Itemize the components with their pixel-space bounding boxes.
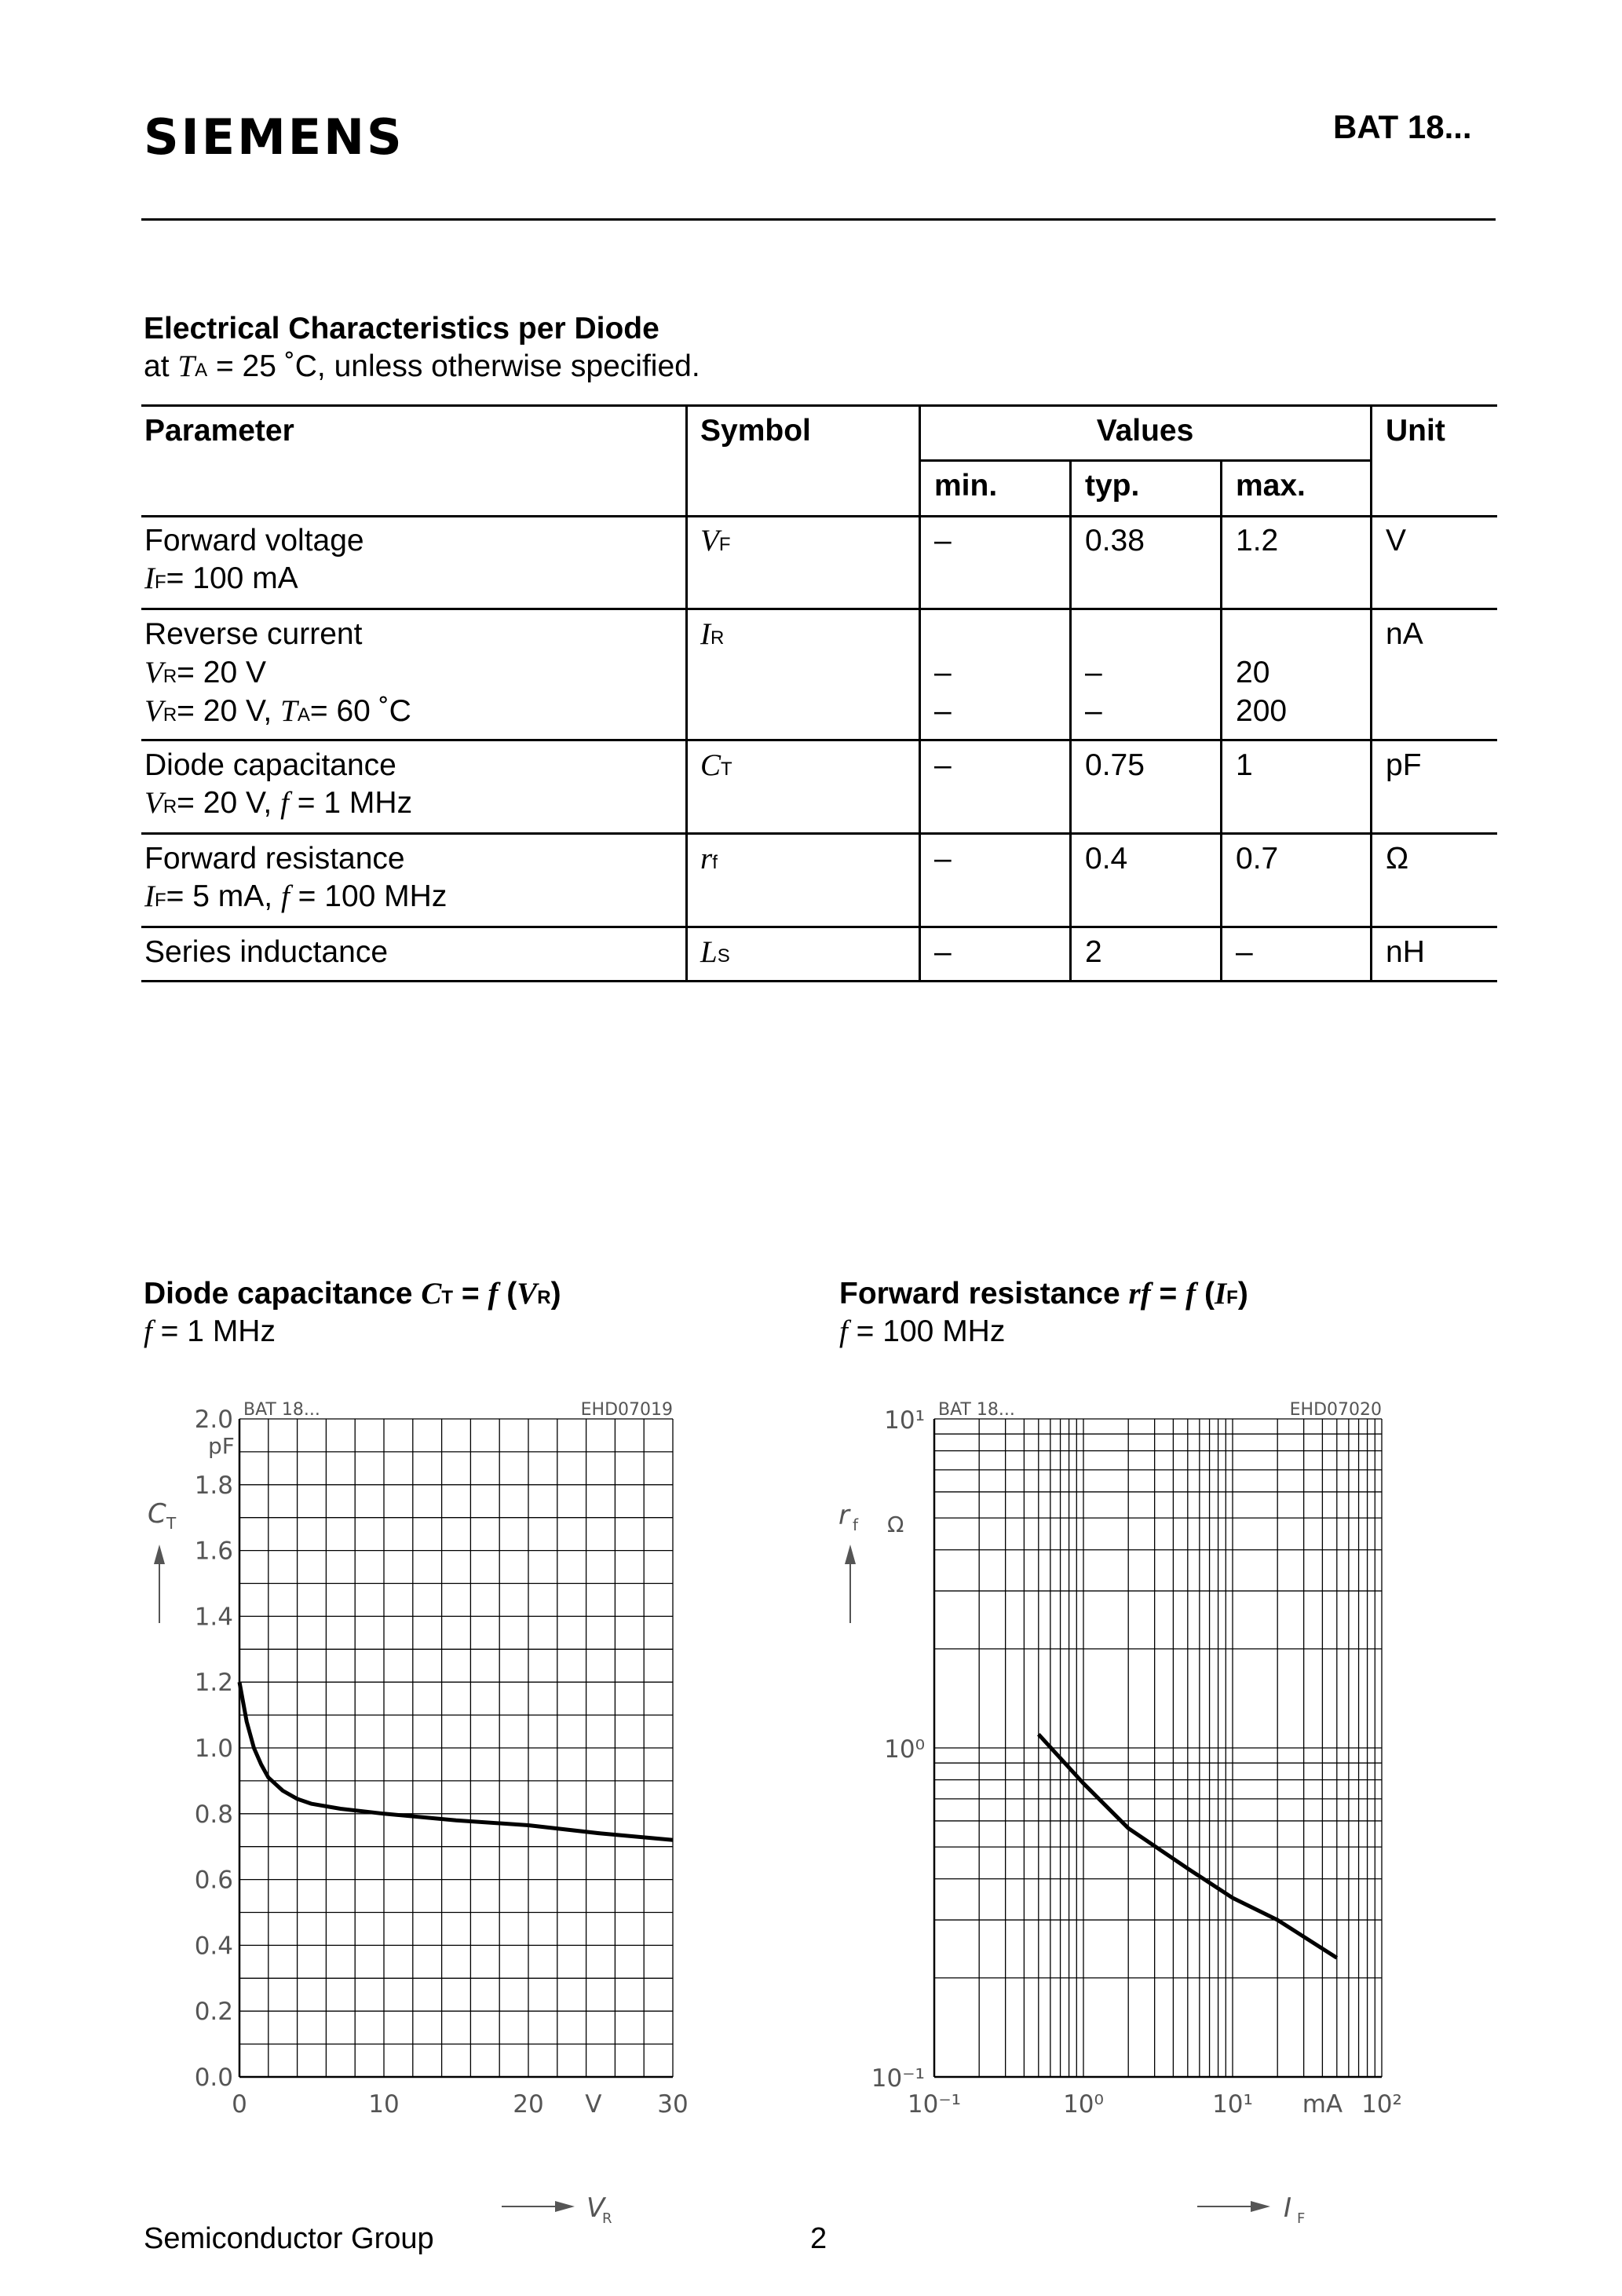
row-forward-voltage-max: 1.2	[1236, 524, 1279, 558]
x-tick-label: 20	[513, 2090, 544, 2119]
table-rule	[141, 608, 1497, 610]
part-number: BAT 18...	[1333, 108, 1472, 145]
x-axis-label: I	[1284, 2192, 1292, 2224]
header-rule	[141, 218, 1496, 221]
table-col-rule	[1069, 459, 1072, 982]
header-min: min.	[934, 469, 998, 503]
row-diode-capacitance-typ: 0.75	[1085, 748, 1145, 782]
y-axis-label: C	[148, 1498, 166, 1530]
table-rule	[141, 404, 1497, 407]
row-reverse-current-min2: –	[934, 694, 952, 728]
x-axis-label-sub: F	[1297, 2210, 1306, 2227]
row-reverse-current-min1: –	[934, 656, 952, 689]
x-tick-label: 10⁻¹	[907, 2090, 962, 2119]
y-unit-label: Ω	[887, 1512, 904, 1537]
x-axis-arrow-head	[1251, 2201, 1270, 2212]
x-tick-label: 0	[232, 2090, 247, 2119]
row-series-inductance-param: Series inductance	[144, 935, 389, 969]
row-diode-capacitance-min: –	[934, 748, 952, 782]
row-forward-voltage-min: –	[934, 524, 952, 558]
table-rule	[141, 739, 1497, 741]
table-rule	[141, 926, 1497, 928]
header-max: max.	[1236, 469, 1306, 503]
section-title: Electrical Characteristics per Diode	[144, 312, 659, 345]
header-typ: typ.	[1085, 469, 1140, 503]
characteristics-table	[141, 404, 1497, 985]
resistance-chart	[832, 1382, 1413, 2227]
row-diode-capacitance-max: 1	[1236, 748, 1253, 782]
y-tick-label: 0.4	[194, 1932, 233, 1961]
row-reverse-current-cond2: VR= 20 V, TA= 60 ˚C	[144, 694, 411, 728]
row-forward-resistance-param: Forward resistance	[144, 842, 405, 876]
row-forward-resistance-max: 0.7	[1236, 842, 1279, 876]
table-rule	[919, 459, 1372, 462]
siemens-logo: SIEMENS	[144, 108, 404, 166]
table-col-rule	[1370, 404, 1372, 982]
chart-left-subtitle: f = 1 MHz	[144, 1314, 276, 1348]
page-number: 2	[810, 2222, 827, 2255]
table-rule	[141, 515, 1497, 517]
y-tick-label: 1.6	[194, 1537, 233, 1566]
y-tick-label: 10⁰	[884, 1735, 925, 1764]
y-axis-label-sub: T	[166, 1514, 177, 1533]
y-tick-label: 0.2	[194, 1998, 233, 2027]
table-col-rule	[685, 404, 688, 982]
y-tick-label: 2.0	[194, 1406, 233, 1434]
y-axis-label-sub: f	[853, 1515, 859, 1534]
y-tick-label: 1.4	[194, 1603, 233, 1632]
row-series-inductance-max: –	[1236, 935, 1253, 969]
y-axis-arrow-head	[845, 1545, 856, 1564]
row-series-inductance-typ: 2	[1085, 935, 1102, 969]
row-reverse-current-typ1: –	[1085, 656, 1102, 689]
x-tick-label: 10⁰	[1063, 2090, 1104, 2119]
y-tick-label: 1.0	[194, 1735, 233, 1763]
row-forward-resistance-typ: 0.4	[1085, 842, 1128, 876]
footer-left: Semiconductor Group	[144, 2222, 434, 2255]
x-tick-label: 30	[657, 2090, 689, 2119]
row-reverse-current-unit: nA	[1386, 617, 1423, 651]
header-unit: Unit	[1386, 414, 1445, 448]
chart-id-label: EHD07020	[1289, 1400, 1382, 1420]
row-reverse-current-max1: 20	[1236, 656, 1270, 689]
y-tick-label: 0.0	[194, 2064, 233, 2092]
x-tick-label: mA	[1302, 2090, 1343, 2119]
row-forward-resistance-symbol: rf	[700, 842, 718, 876]
x-tick-label: 10²	[1361, 2090, 1402, 2119]
table-rule	[141, 832, 1497, 835]
row-forward-resistance-unit: Ω	[1386, 842, 1409, 876]
y-tick-label: 1.8	[194, 1471, 233, 1500]
row-series-inductance-unit: nH	[1386, 935, 1425, 969]
row-forward-voltage-symbol: VF	[700, 524, 731, 558]
chart-part-label: BAT 18...	[938, 1400, 1015, 1420]
table-col-rule	[1220, 459, 1222, 982]
row-series-inductance-min: –	[934, 935, 952, 969]
row-forward-resistance-min: –	[934, 842, 952, 876]
chart-id-label: EHD07019	[580, 1400, 673, 1420]
x-tick-label: 10¹	[1212, 2090, 1253, 2119]
y-tick-label: 10¹	[884, 1406, 925, 1435]
section-subtitle: at TA = 25 ˚C, unless otherwise specified.	[144, 349, 700, 383]
header-symbol: Symbol	[700, 414, 811, 448]
row-diode-capacitance-symbol: CT	[700, 748, 732, 782]
row-series-inductance-symbol: LS	[700, 935, 730, 969]
chart-right-subtitle: f = 100 MHz	[839, 1314, 1006, 1348]
y-axis-arrow-head	[154, 1545, 165, 1564]
row-reverse-current-param: Reverse current	[144, 617, 363, 651]
chart-part-label: BAT 18...	[243, 1400, 320, 1420]
capacitance-curve	[239, 1682, 673, 1840]
row-diode-capacitance-cond: VR= 20 V, f = 1 MHz	[144, 786, 413, 820]
table-col-rule	[919, 404, 921, 982]
capacitance-chart	[141, 1382, 707, 2227]
x-tick-label: 10	[368, 2090, 400, 2119]
y-tick-label: 10⁻¹	[871, 2064, 925, 2093]
x-axis-label: V	[586, 2192, 605, 2224]
row-forward-voltage-param: Forward voltage	[144, 524, 364, 558]
y-tick-label: 0.8	[194, 1800, 233, 1829]
x-axis-arrow-head	[555, 2201, 575, 2212]
y-tick-label: 1.2	[194, 1669, 233, 1698]
x-axis-label-sub: R	[602, 2210, 612, 2227]
header-values: Values	[1096, 414, 1194, 448]
row-diode-capacitance-param: Diode capacitance	[144, 748, 396, 782]
y-tick-label: 0.6	[194, 1866, 233, 1895]
header-parameter: Parameter	[144, 414, 294, 448]
x-tick-label: V	[585, 2090, 602, 2119]
row-diode-capacitance-unit: pF	[1386, 748, 1422, 782]
row-forward-resistance-cond: IF= 5 mA, f = 100 MHz	[144, 879, 448, 913]
chart-right-title: Forward resistance rf = f (IF)	[839, 1277, 1248, 1311]
table-rule	[141, 980, 1497, 982]
row-reverse-current-cond1: VR= 20 V	[144, 656, 267, 689]
row-reverse-current-symbol: IR	[700, 617, 725, 651]
row-forward-voltage-unit: V	[1386, 524, 1407, 558]
row-reverse-current-typ2: –	[1085, 694, 1102, 728]
y-axis-label: r	[838, 1500, 849, 1531]
chart-left-title: Diode capacitance CT = f (VR)	[144, 1277, 561, 1311]
row-forward-voltage-typ: 0.38	[1085, 524, 1145, 558]
y-unit-label: pF	[208, 1433, 235, 1459]
row-reverse-current-max2: 200	[1236, 694, 1288, 728]
row-forward-voltage-cond: IF= 100 mA	[144, 561, 298, 595]
